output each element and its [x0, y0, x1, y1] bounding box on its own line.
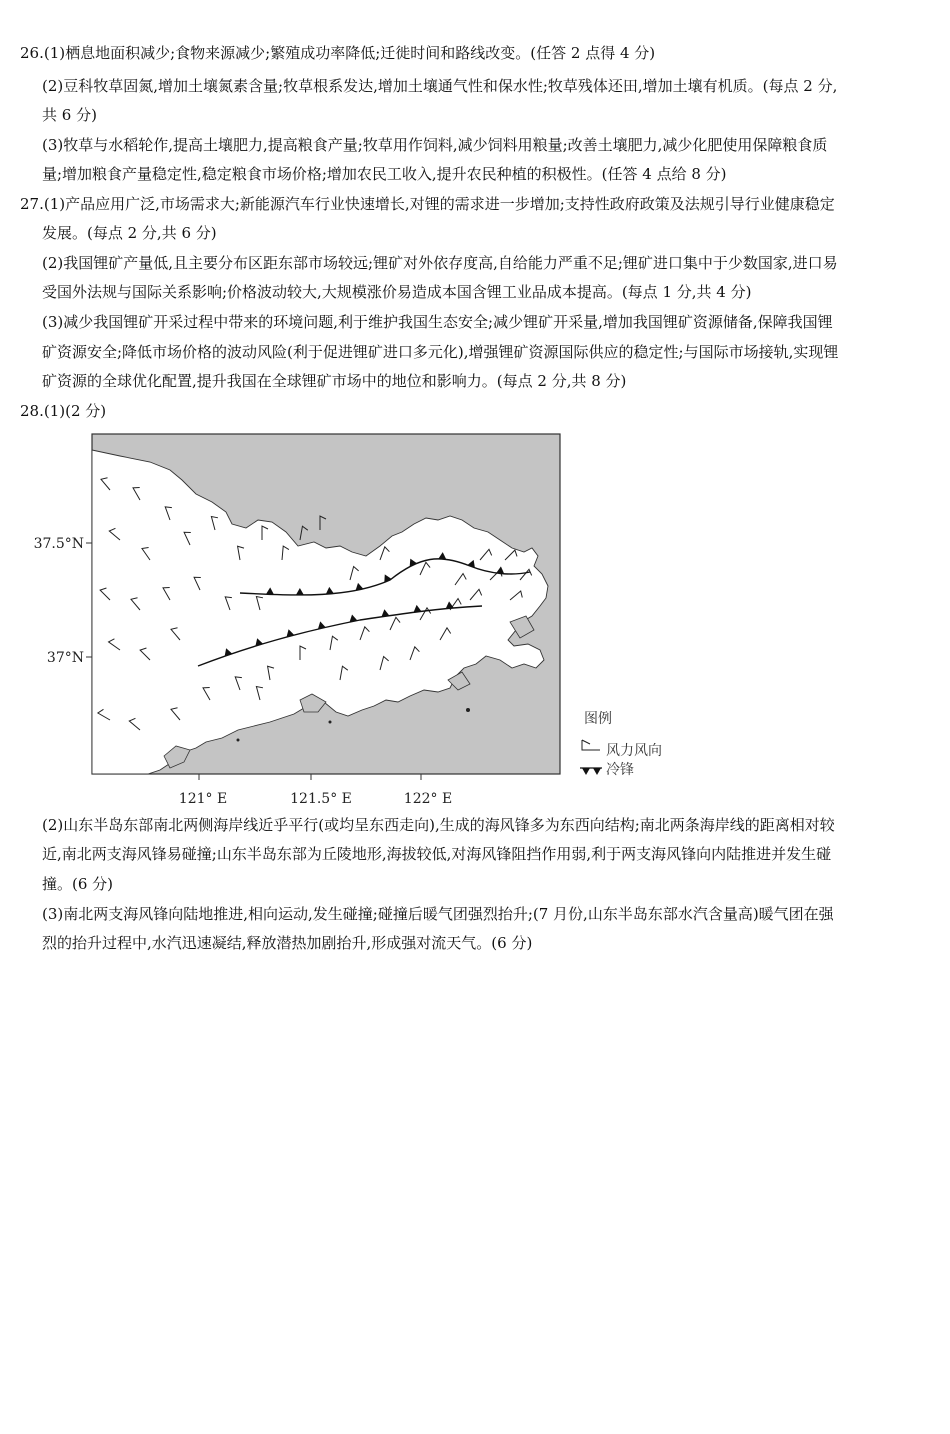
q27-line-2: 发展。(每点 2 分,共 6 分)	[42, 224, 217, 242]
q28-line-6: 烈的抬升过程中,水汽迅速凝结,释放潜热加剧抬升,形成强对流天气。(6 分)	[42, 934, 533, 952]
legend-front-label: 冷锋	[606, 762, 634, 778]
map-island	[466, 708, 470, 712]
q26-line-5: 量;增加粮食产量稳定性,稳定粮食市场价格;增加农民工收入,提升农民种植的积极性。(任答 4 点给 8 分)	[42, 165, 727, 183]
q28-line-3: 近,南北两支海风锋易碰撞;山东半岛东部为丘陵地形,海拔较低,对海风锋阻挡作用弱,利于两支海风锋向内陆推进并发生碰	[42, 845, 832, 863]
q27-line-1: 27.(1)产品应用广泛,市场需求大;新能源汽车行业快速增长,对锂的需求进一步增加;支持性政府政策及法规引导行业健康稳定	[20, 195, 835, 213]
lat-label-37-5: 37.5°N	[33, 536, 84, 552]
q28-line-5: (3)南北两支海风锋向陆地推进,相向运动,发生碰撞;碰撞后暖气团强烈抬升;(7 月份,山东半岛东部水汽含量高)暖气团在强	[42, 905, 834, 923]
lon-label-122: 122° E	[403, 791, 453, 807]
map-island	[329, 721, 332, 724]
legend-wind-barb-icon	[582, 740, 600, 750]
map-island	[237, 739, 240, 742]
legend-cold-front-icon	[580, 768, 602, 775]
legend-wind-label: 风力风向	[606, 743, 662, 759]
q26-line-1: 26.(1)栖息地面积减少;食物来源减少;繁殖成功率降低;迁徙时间和路线改变。(任答 2 点得 4 分)	[20, 44, 656, 62]
q27-line-3: (2)我国锂矿产量低,且主要分布区距东部市场较远;锂矿对外依存度高,自给能力严重不足;锂矿进口集中于少数国家,进口易	[42, 254, 838, 272]
q26-line-3: 共 6 分)	[42, 106, 97, 124]
legend-title: 图例	[584, 711, 612, 727]
q27-line-5: (3)减少我国锂矿开采过程中带来的环境问题,利于维护我国生态安全;减少锂矿开采量,增加我国锂矿资源储备,保障我国锂	[42, 313, 833, 331]
lat-label-37: 37°N	[46, 650, 84, 666]
q28-line-2: (2)山东半岛东部南北两侧海岸线近乎平行(或均呈东西走向),生成的海风锋多为东西向结构;南北两条海岸线的距离相对较	[42, 816, 835, 834]
q27-line-4: 受国外法规与国际关系影响;价格波动较大,大规模涨价易造成本国含锂工业品成本提高。(每点 1 分,共 4 分)	[42, 283, 752, 301]
q27-line-7: 矿资源的全球优化配置,提升我国在全球锂矿市场中的地位和影响力。(每点 2 分,共 8 分)	[42, 372, 627, 390]
q28-line-4: 撞。(6 分)	[42, 875, 114, 893]
lon-label-121-5: 121.5° E	[290, 791, 352, 807]
q26-line-2: (2)豆科牧草固氮,增加土壤氮素含量;牧草根系发达,增加土壤通气性和保水性;牧草残体还田,增加土壤有机质。(每点 2 分,	[42, 77, 838, 95]
q27-line-6: 矿资源安全;降低市场价格的波动风险(利于促进锂矿进口多元化),增强锂矿资源国际供应的稳定性;与国际市场接轨,实现锂	[42, 343, 839, 361]
lon-label-121: 121° E	[178, 791, 228, 807]
q26-line-4: (3)牧草与水稻轮作,提高土壤肥力,提高粮食产量;牧草用作饲料,减少饲料用粮量;改善土壤肥力,减少化肥使用保障粮食质	[42, 136, 828, 154]
q28-line-1: 28.(1)(2 分)	[20, 402, 107, 420]
